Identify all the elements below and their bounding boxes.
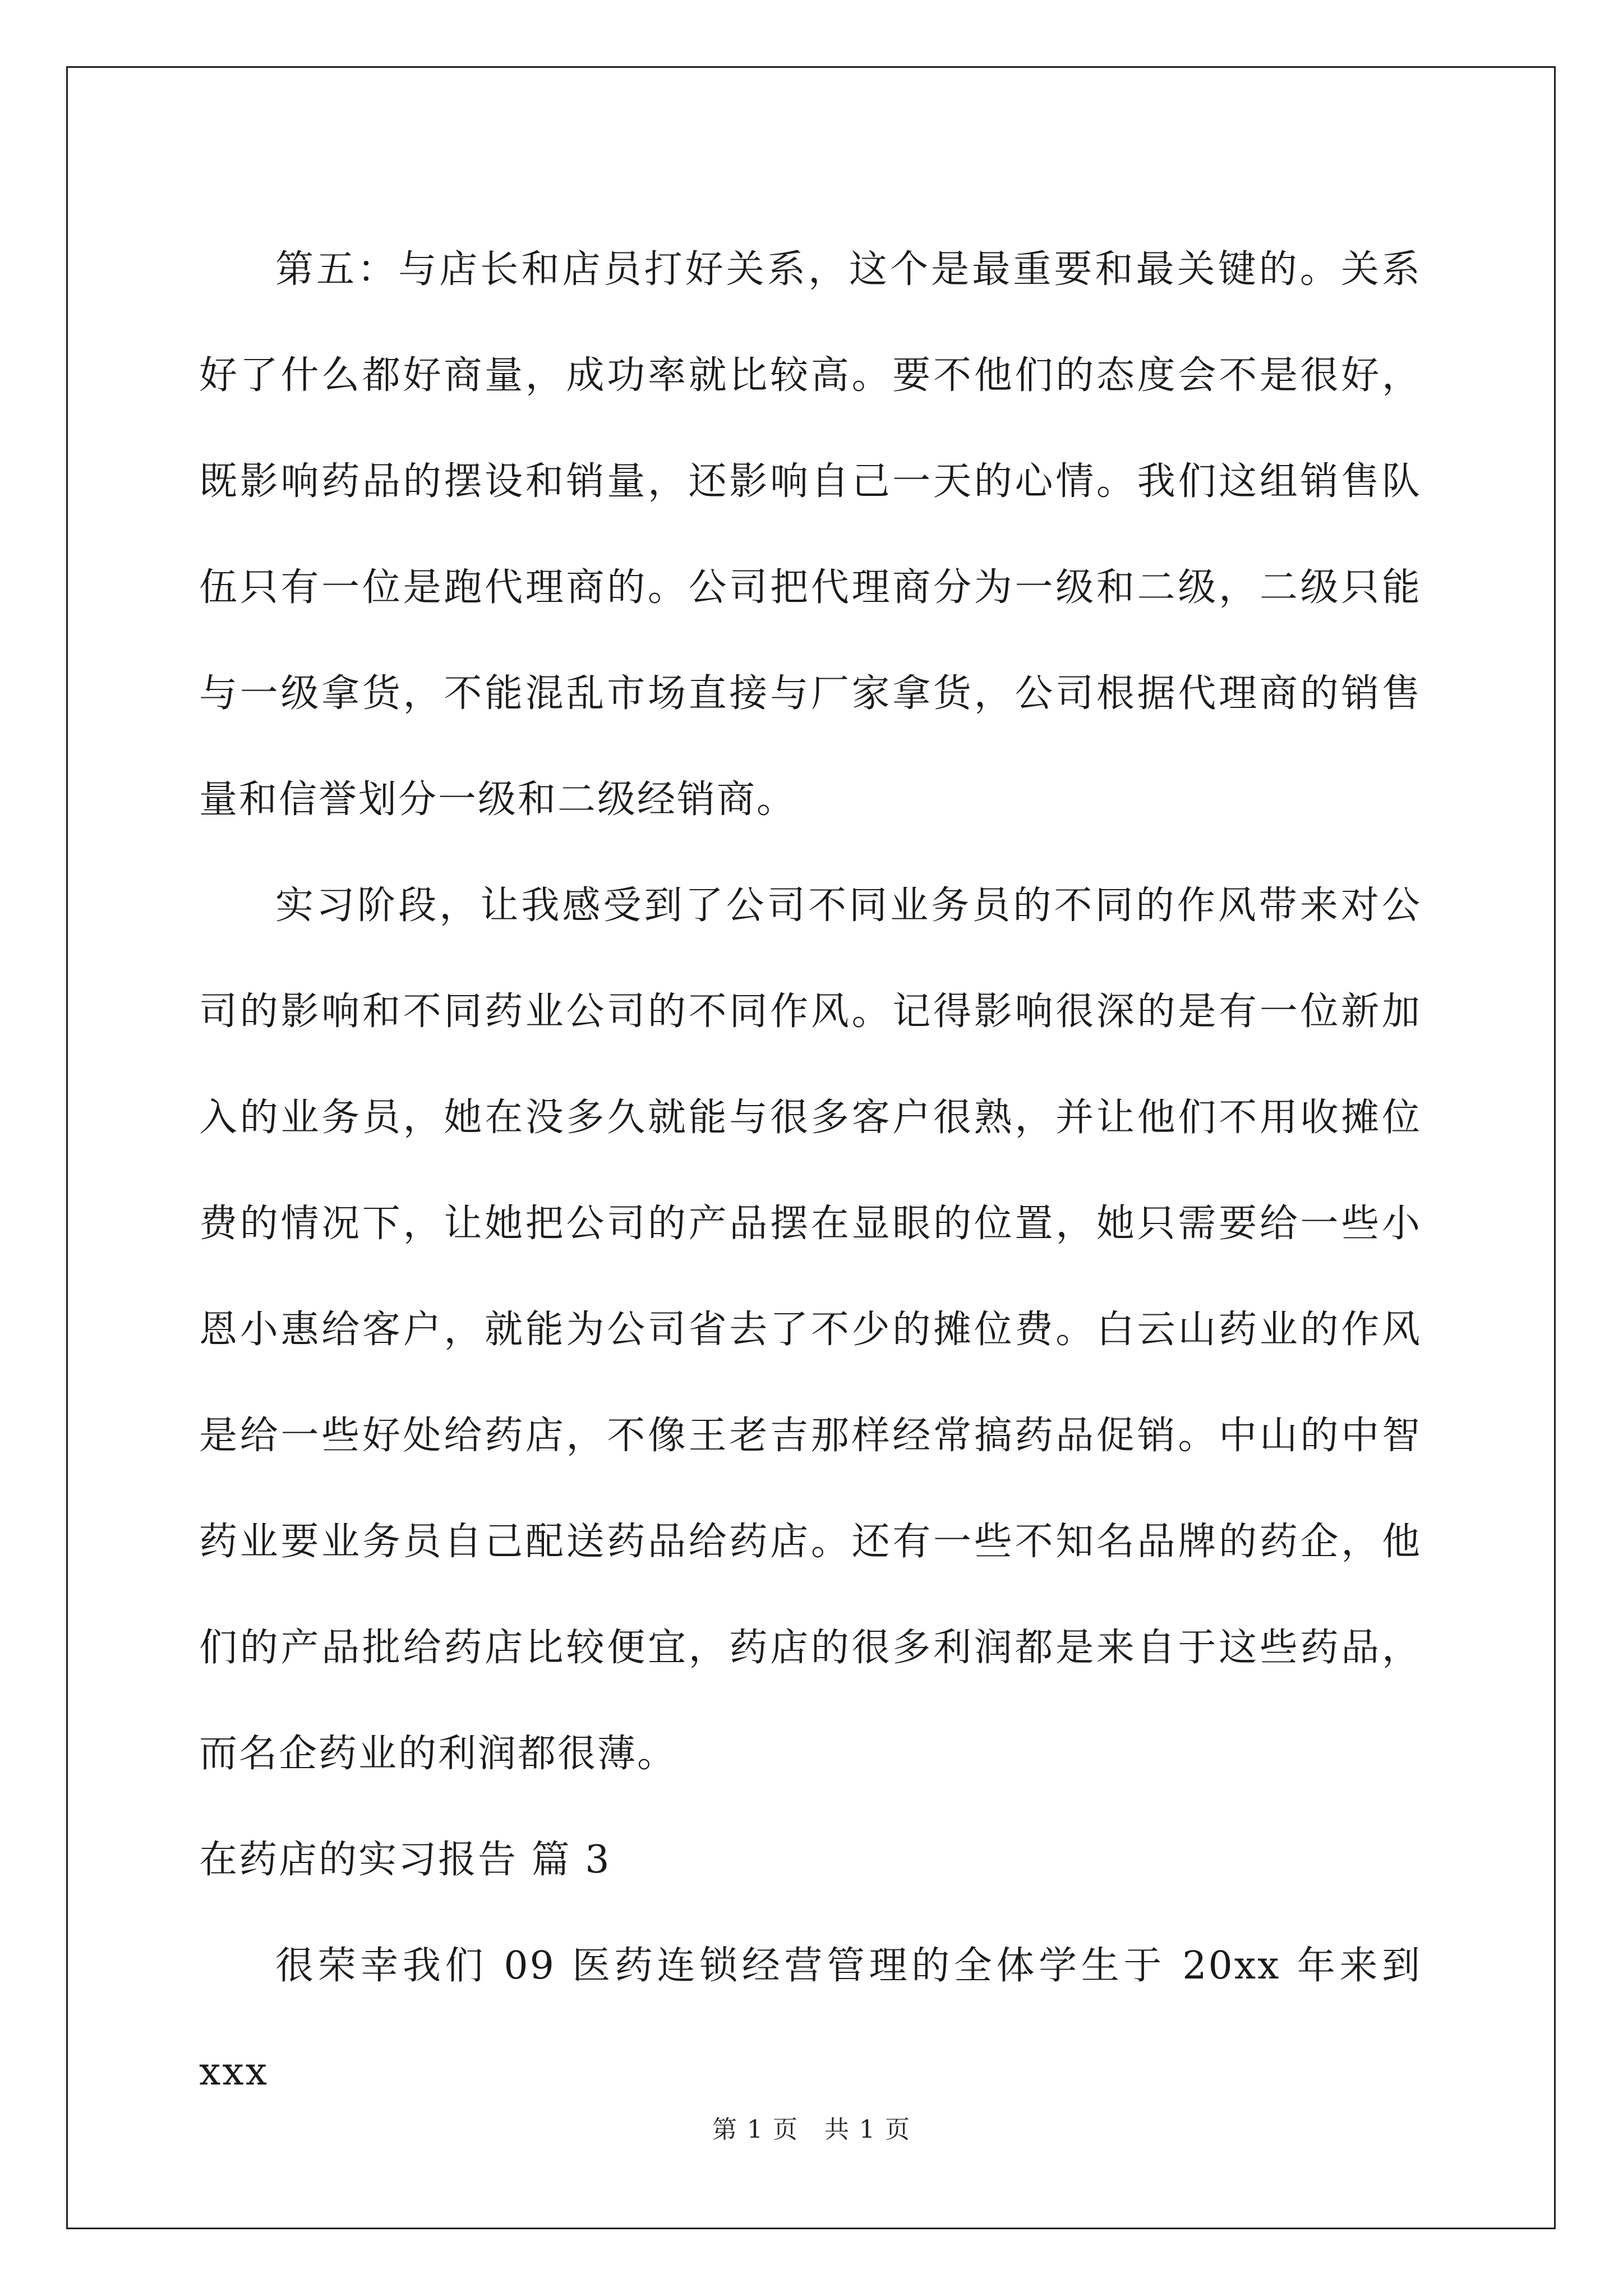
section-heading: 在药店的实习报告 篇 3 (199, 1838, 611, 1882)
paragraph-internship-stage: 实习阶段，让我感受到了公司不同业务员的不同的作风带来对公司的影响和不同药业公司的不同作风。记得影响很深的是有一位新加入的业务员，她在没多久就能与很多客户很熟，并让他们不用收摊位费的情况下，让她把公司的产品摆在显眼的位置，她只需要给一些小恩小惠给客户，就能为公司省去了不少的摊位费。白云山药业的作风是给一些好处给药店，不像王老吉那样经常搞药品促销。中山的中智药业要业务员自己配送药品给药店。还有一些不知名品牌的药企，他们的产品批给药店比较便宜，药店的很多利润都是来自于这些药品，而名企药业的利润都很薄。 (199, 884, 1422, 1776)
document-body (199, 217, 1422, 2125)
paragraph-intro: 很荣幸我们 09 医药连锁经营管理的全体学生于 20xx 年来到 xxx (199, 1944, 1422, 2094)
paragraph-relations: 第五：与店长和店员打好关系，这个是最重要和最关键的。关系好了什么都好商量，成功率就比较高。要不他们的态度会不是很好，既影响药品的摆设和销量，还影响自己一天的心情。我们这组销售队伍只有一位是跑代理商的。公司把代理商分为一级和二级，二级只能与一级拿货，不能混乱市场直接与厂家拿货，公司根据代理商的销售量和信誉划分一级和二级经销商。 (199, 247, 1422, 822)
page-footer: 第 1 页 共 1 页 (712, 2115, 911, 2144)
